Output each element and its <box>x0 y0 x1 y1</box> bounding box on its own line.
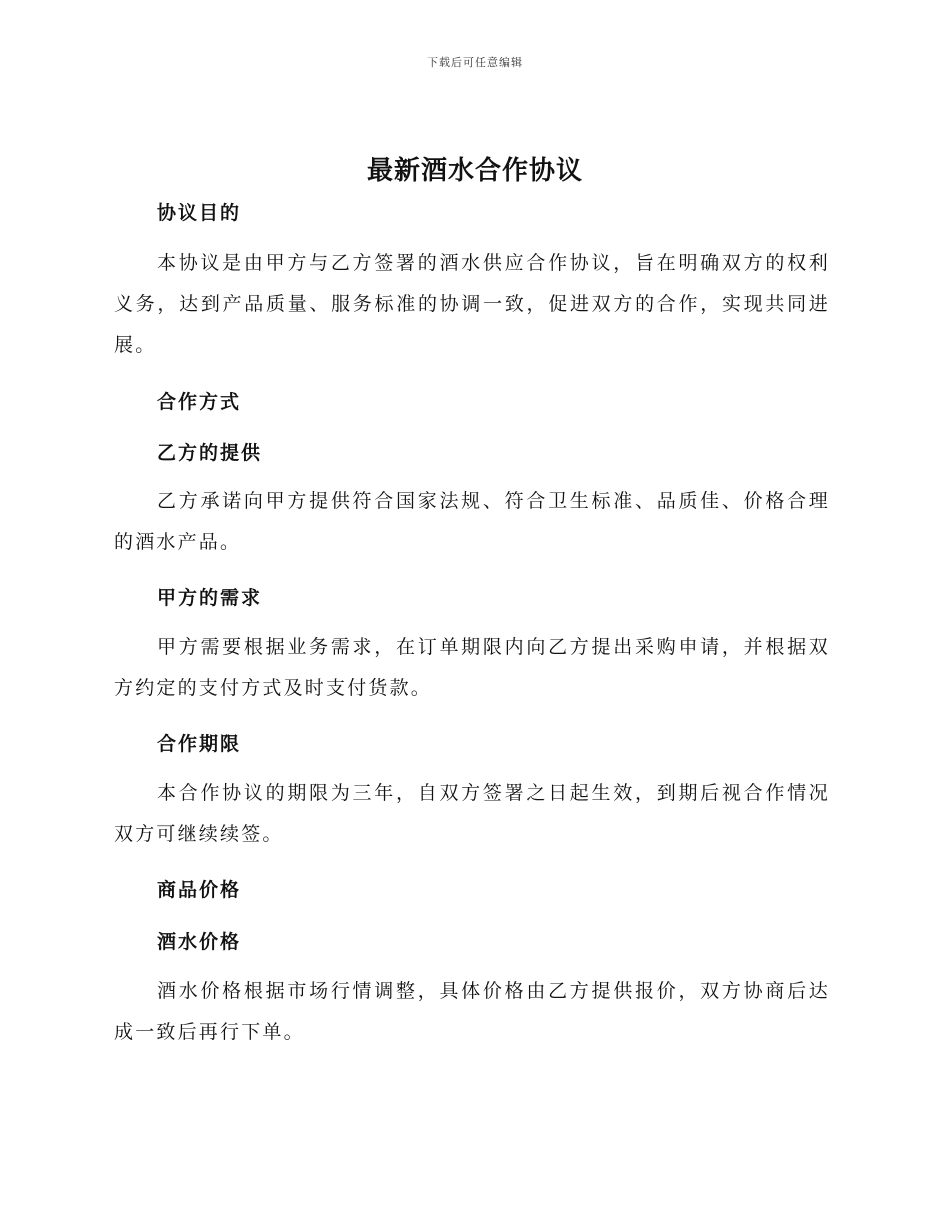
section-heading-product-price: 商品价格 <box>157 879 242 901</box>
section-heading-party-b-supply: 乙方的提供 <box>157 442 263 464</box>
document-title: 最新酒水合作协议 <box>366 156 583 186</box>
section-heading-cooperation-mode: 合作方式 <box>157 391 242 413</box>
section-heading-beverage-price: 酒水价格 <box>157 931 242 953</box>
paragraph-party-b-supply: 乙方承诺向甲方提供符合国家法规、符合卫生标准、品质佳、价格合理的酒水产品。 <box>114 490 830 553</box>
paragraph-term: 本合作协议的期限为三年，自双方签署之日起生效，到期后视合作情况双方可继续续签。 <box>114 782 830 845</box>
page-header-note: 下载后可任意编辑 <box>427 56 523 69</box>
paragraph-party-a-demand: 甲方需要根据业务需求，在订单期限内向乙方提出采购申请，并根据双方约定的支付方式及时支付货款。 <box>114 636 830 699</box>
section-heading-party-a-demand: 甲方的需求 <box>157 587 263 609</box>
paragraph-beverage-price: 酒水价格根据市场行情调整，具体价格由乙方提供报价，双方协商后达成一致后再行下单。 <box>114 980 830 1043</box>
section-heading-purpose: 协议目的 <box>157 202 242 224</box>
paragraph-purpose: 本协议是由甲方与乙方签署的酒水供应合作协议，旨在明确双方的权利义务，达到产品质量、服务标准的协调一致，促进双方的合作，实现共同进展。 <box>114 252 830 356</box>
section-heading-term: 合作期限 <box>157 733 242 755</box>
